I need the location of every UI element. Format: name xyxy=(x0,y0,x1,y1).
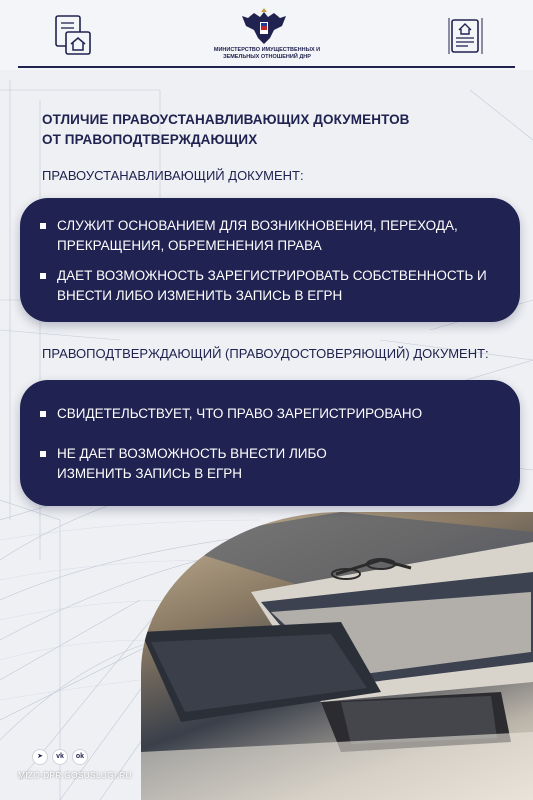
ok-icon[interactable]: ok xyxy=(72,749,88,765)
bullet-icon xyxy=(40,411,46,417)
bullet-icon xyxy=(40,273,46,279)
list-item: СЛУЖИТ ОСНОВАНИЕМ ДЛЯ ВОЗНИКНОВЕНИЯ, ПЕРЕХОДА, ПРЕКРАЩЕНИЯ, ОБРЕМЕНЕНИЯ ПРАВА xyxy=(40,216,490,256)
telegram-icon[interactable]: ➤ xyxy=(32,749,48,765)
vk-icon[interactable]: vk xyxy=(52,749,68,765)
section1-label: ПРАВОУСТАНАВЛИВАЮЩИЙ ДОКУМЕНТ: xyxy=(42,168,304,183)
social-links xyxy=(32,749,88,765)
list-item: ДАЕТ ВОЗМОЖНОСТЬ ЗАРЕГИСТРИРОВАТЬ СОБСТВЕННОСТЬ И ВНЕСТИ ЛИБО ИЗМЕНИТЬ ЗАПИСЬ В ЕГРН xyxy=(40,266,490,306)
eagle-emblem xyxy=(240,8,288,48)
header-divider xyxy=(18,66,515,68)
house-document-icon xyxy=(52,14,92,56)
ministry-name: МИНИСТЕРСТВО ИМУЩЕСТВЕННЫХ И ЗЕМЕЛЬНЫХ ОТНОШЕНИЙ ДНР xyxy=(213,47,321,60)
section2-label: ПРАВОПОДТВЕРЖДАЮЩИЙ (ПРАВОУДОСТОВЕРЯЮЩИЙ) ДОКУМЕНТ: xyxy=(42,346,489,361)
page-title: ОТЛИЧИЕ ПРАВОУСТАНАВЛИВАЮЩИХ ДОКУМЕНТОВ ОТ ПРАВОПОДТВЕРЖДАЮЩИХ xyxy=(42,112,410,147)
section2-card xyxy=(20,380,520,506)
section1-card xyxy=(20,198,520,322)
document-stamp-icon xyxy=(446,14,486,56)
bullet-icon xyxy=(40,451,46,457)
bullet-icon xyxy=(40,223,46,229)
list-item: НЕ ДАЕТ ВОЗМОЖНОСТЬ ВНЕСТИ ЛИБО ИЗМЕНИТЬ ЗАПИСЬ В ЕГРН xyxy=(40,444,370,484)
header xyxy=(0,0,533,70)
website-link[interactable]: MIZO-DPR.GOSUSLUGI.RU xyxy=(18,770,132,780)
list-item: СВИДЕТЕЛЬСТВУЕТ, ЧТО ПРАВО ЗАРЕГИСТРИРОВАНО xyxy=(40,404,490,424)
